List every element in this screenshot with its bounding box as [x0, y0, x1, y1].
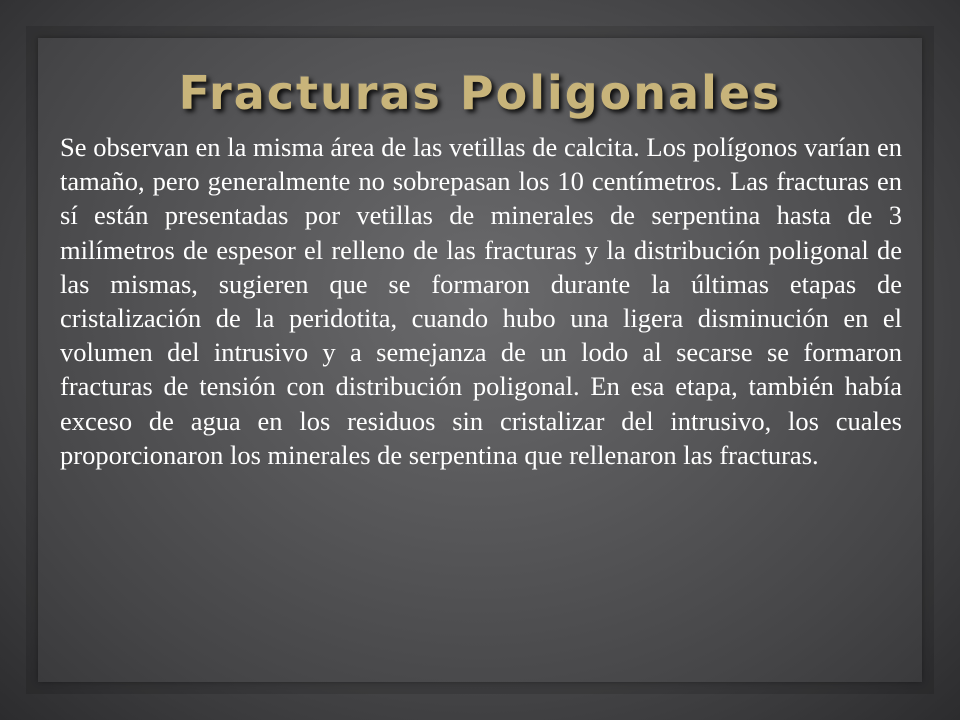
slide-body-text: Se observan en la misma área de las vetillas de calcita. Los polígonos varían en tamaño, pero generalmente no sobrepasan los 10 centímetros. Las fracturas en sí están presentadas por vetillas de minerales de serpentina hasta de 3 milímetros de espesor el relleno de las fracturas y la distribución poligonal de las mismas, sugieren que se formaron durante la últimas etapas de cristalización de la peridotita, cuando hubo una ligera disminución en el volumen del intrusivo y a semejanza de un lodo al secarse se formaron fracturas de tensión con distribución poligonal. En esa etapa, también había exceso de agua en los residuos sin cristalizar del intrusivo, los cuales proporcionaron los minerales de serpentina que rellenaron las fracturas. — [60, 132, 902, 470]
slide-title: Fracturas Poligonales — [178, 66, 782, 120]
